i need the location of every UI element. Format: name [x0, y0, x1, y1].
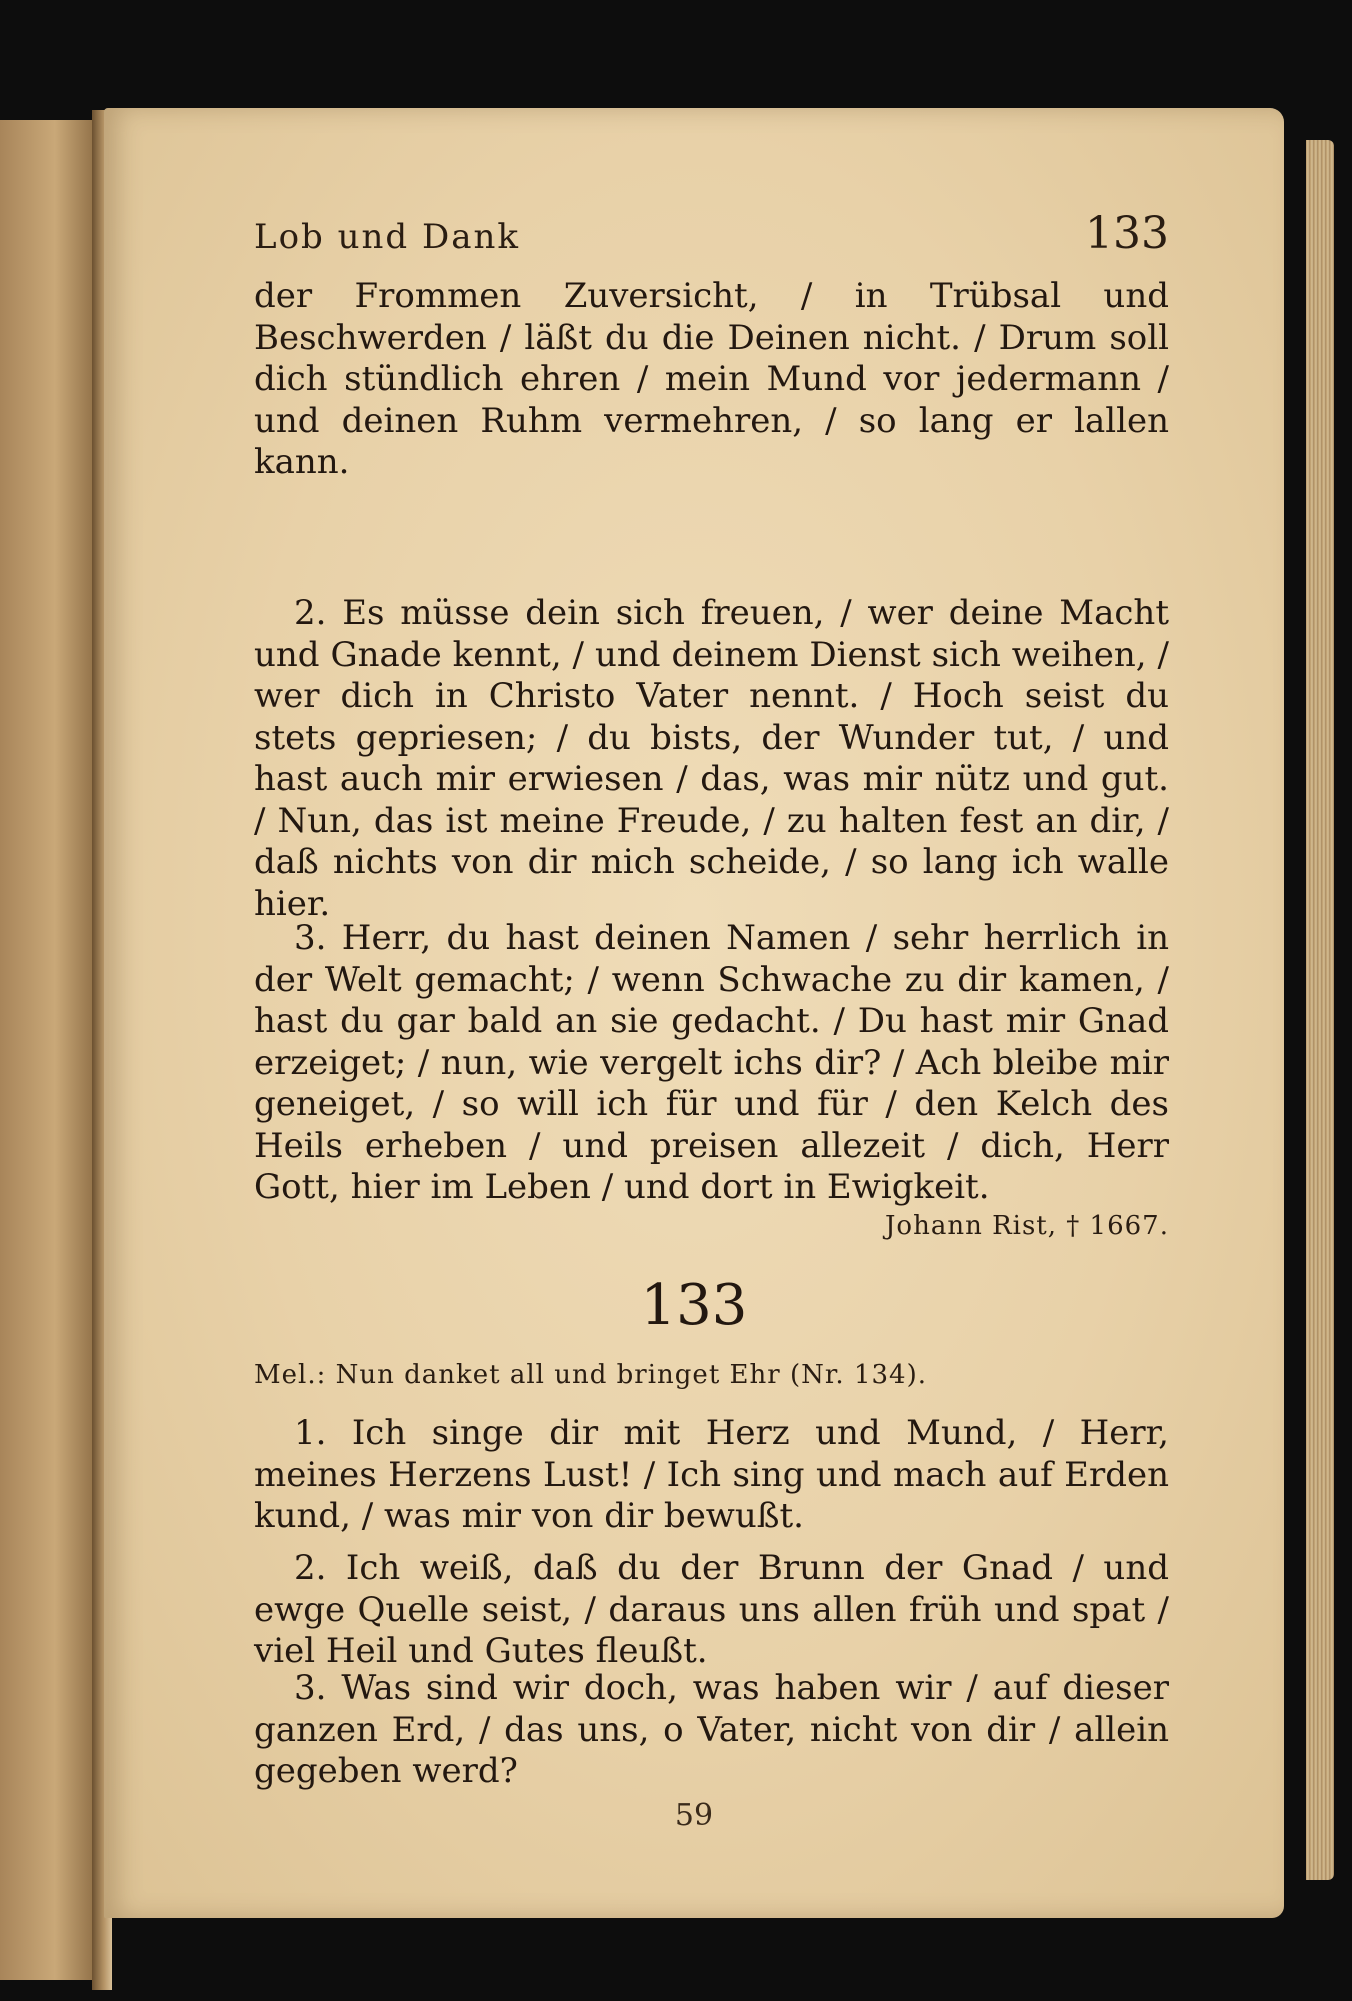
hymn-133-verse-1: 1. Ich singe dir mit Herz und Mund, / Herr, meines Herzens Lust! / Ich sing und mach auf Erden kund, / was mir von dir bewußt. — [254, 1413, 1169, 1536]
hymn-132-verse-3: 3. Herr, du hast deinen Namen / sehr herrlich in der Welt gemacht; / wenn Schwache zu dir kamen, / hast du gar bald an sie gedacht. / Du hast mir Gnad erzeiget; / nun, wie vergelt ichs dir? / Ach bleibe mir geneiget, / so will ich für und für / den Kelch des Heils erheben / und preisen allezeit / dich, Herr Gott, hier im Leben / und dort in Ewigkeit. — [254, 918, 1169, 1207]
running-head: Lob und Dank — [254, 217, 521, 257]
hymn-133-verse-2: 2. Ich weiß, daß du der Brunn der Gnad / und ewge Quelle seist, / daraus uns allen früh und spat / viel Heil und Gutes fleußt. — [254, 1548, 1169, 1671]
hymn-132-verse-1-end: der Frommen Zuversicht, / in Trübsal und Beschwerden / läßt du die Deinen nicht. / Drum soll dich stündlich ehren / mein Mund vor jedermann / und deinen Ruhm vermehren, / so lang er lallen kann. — [254, 276, 1169, 482]
hymn-author: Johann Rist, † 1667. — [885, 1211, 1169, 1241]
page-number: 59 — [674, 1798, 714, 1833]
page-stack-edge — [1306, 140, 1334, 1880]
page-header — [254, 208, 1169, 259]
book-page — [104, 108, 1284, 1918]
facing-page-edge — [0, 120, 100, 1980]
melody-line: Mel.: Nun danket all und bringet Ehr (Nr. 134). — [254, 1360, 927, 1390]
hymn-133-verse-3: 3. Was sind wir doch, was haben wir / auf dieser ganzen Erd, / das uns, o Vater, nicht von dir / allein gegeben werd? — [254, 1668, 1169, 1791]
hymn-number-heading: 133 — [640, 1273, 748, 1338]
header-hymn-number: 133 — [1085, 208, 1169, 259]
hymn-132-verse-2: 2. Es müsse dein sich freuen, / wer deine Macht und Gnade kennt, / und deinem Dienst sich weihen, / wer dich in Christo Vater nennt. / Hoch seist du stets gepriesen; / du bists, der Wunder tut, / und hast auch mir erwiesen / das, was mir nütz und gut. / Nun, das ist meine Freude, / zu halten fest an dir, / daß nichts von dir mich scheide, / so lang ich walle hier. — [254, 593, 1169, 924]
